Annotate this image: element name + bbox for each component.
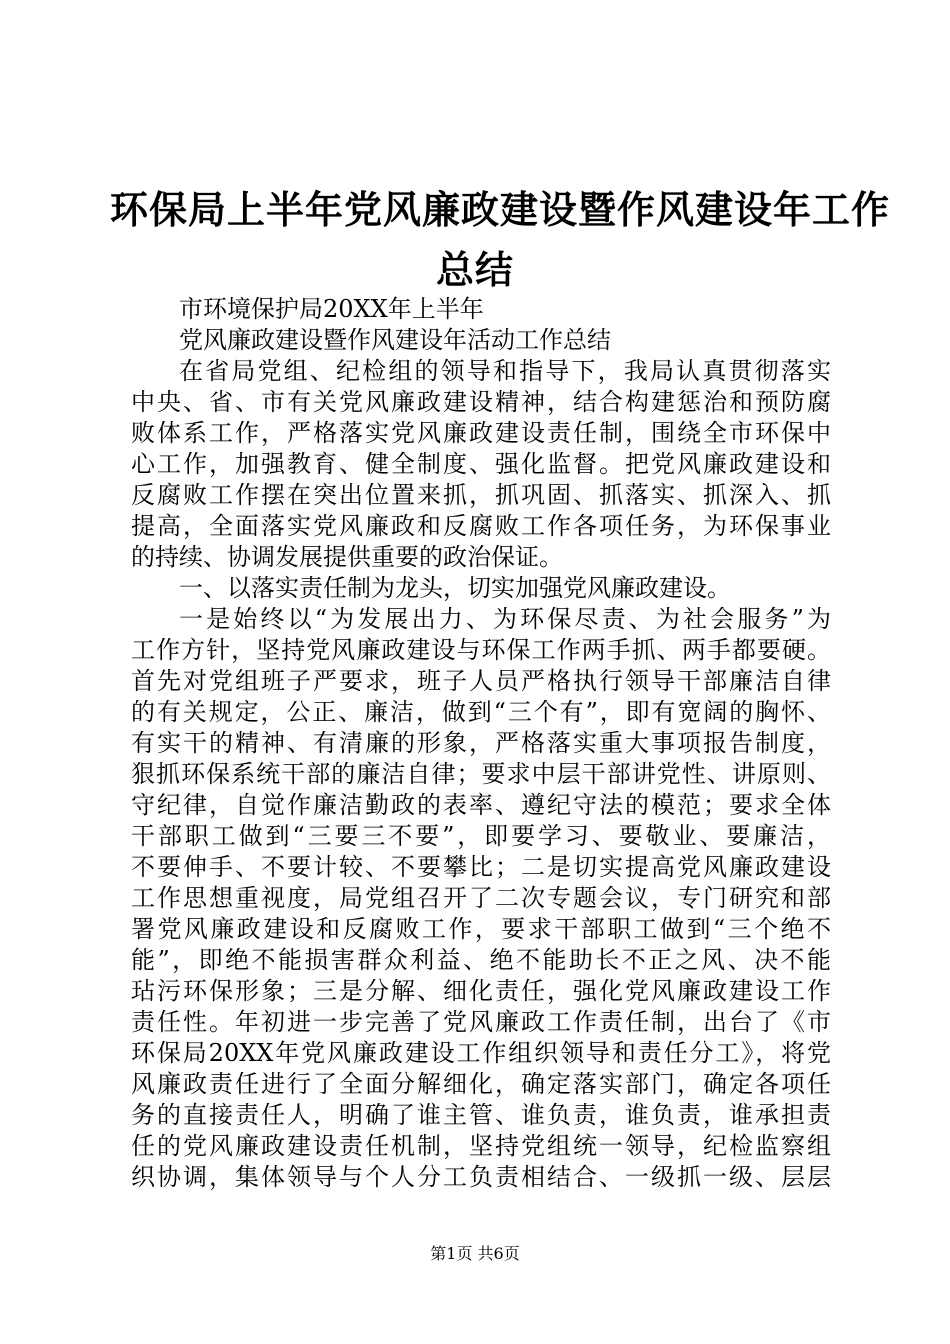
- paragraph-line: 任的党风廉政建设责任机制，坚持党组统一领导，纪检监察组: [131, 1132, 831, 1160]
- paragraph-line: 务的直接责任人，明确了谁主管、谁负责，谁负责，谁承担责: [131, 1101, 831, 1129]
- paragraph-line: 织协调，集体领导与个人分工负责相结合、一级抓一级、层层: [131, 1163, 831, 1191]
- document-title-line-1: 环保局上半年党风廉政建设暨作风建设年工作: [110, 187, 891, 232]
- paragraph-line: 提高，全面落实党风廉政和反腐败工作各项任务，为环保事业: [131, 512, 831, 540]
- paragraph-line: 首先对党组班子严要求，班子人员严格执行领导干部廉洁自律: [131, 667, 831, 695]
- paragraph-line: 狠抓环保系统干部的廉洁自律；要求中层干部讲党性、讲原则、: [131, 760, 831, 788]
- paragraph-line: 心工作，加强教育、健全制度、强化监督。把党风廉政建设和: [131, 450, 831, 478]
- paragraph-line: 干部职工做到“三要三不要”，即要学习、要敬业、要廉洁，: [131, 822, 831, 850]
- section-heading: 一、以落实责任制为龙头，切实加强党风廉政建设。: [179, 574, 731, 602]
- paragraph-line: 环保局20XX年党风廉政建设工作组织领导和责任分工》，将党: [131, 1039, 831, 1067]
- document-body: [131, 294, 831, 1193]
- paragraph-line: 工作方针，坚持党风廉政建设与环保工作两手抓、两手都要硬。: [131, 636, 831, 664]
- paragraph-line: 的持续、协调发展提供重要的政治保证。: [131, 543, 563, 571]
- paragraph-line: 守纪律，自觉作廉洁勤政的表率、遵纪守法的模范；要求全体: [131, 791, 831, 819]
- document-title-line-2: 总结: [435, 247, 514, 292]
- subtitle-line: 党风廉政建设暨作风建设年活动工作总结: [179, 326, 611, 354]
- paragraph-line: 责任性。年初进一步完善了党风廉政工作责任制，出台了《市: [131, 1008, 831, 1036]
- paragraph-line: 有实干的精神、有清廉的形象，严格落实重大事项报告制度，: [131, 729, 831, 757]
- paragraph-line: 在省局党组、纪检组的领导和指导下，我局认真贯彻落实: [179, 357, 831, 385]
- paragraph-line: 能”，即绝不能损害群众利益、绝不能助长不正之风、决不能: [131, 946, 831, 974]
- paragraph-line: 的有关规定，公正、廉洁，做到“三个有”，即有宽阔的胸怀、: [131, 698, 831, 726]
- page-footer: 第1页 共6页: [430, 1244, 520, 1263]
- paragraph-line: 反腐败工作摆在突出位置来抓，抓巩固、抓落实、抓深入、抓: [131, 481, 831, 509]
- paragraph-line: 不要伸手、不要计较、不要攀比；二是切实提高党风廉政建设: [131, 853, 831, 881]
- paragraph-line: 署党风廉政建设和反腐败工作，要求干部职工做到“三个绝不: [131, 915, 831, 943]
- paragraph-line: 工作思想重视度，局党组召开了二次专题会议，专门研究和部: [131, 884, 831, 912]
- paragraph-line: 一是始终以“为发展出力、为环保尽责、为社会服务”为: [179, 605, 831, 633]
- subtitle-line: 市环境保护局20XX年上半年: [179, 295, 484, 323]
- paragraph-line: 中央、省、市有关党风廉政建设精神，结合构建惩治和预防腐: [131, 388, 831, 416]
- paragraph-line: 玷污环保形象；三是分解、细化责任，强化党风廉政建设工作: [131, 977, 831, 1005]
- paragraph-line: 风廉政责任进行了全面分解细化，确定落实部门，确定各项任: [131, 1070, 831, 1098]
- paragraph-line: 败体系工作，严格落实党风廉政建设责任制，围绕全市环保中: [131, 419, 831, 447]
